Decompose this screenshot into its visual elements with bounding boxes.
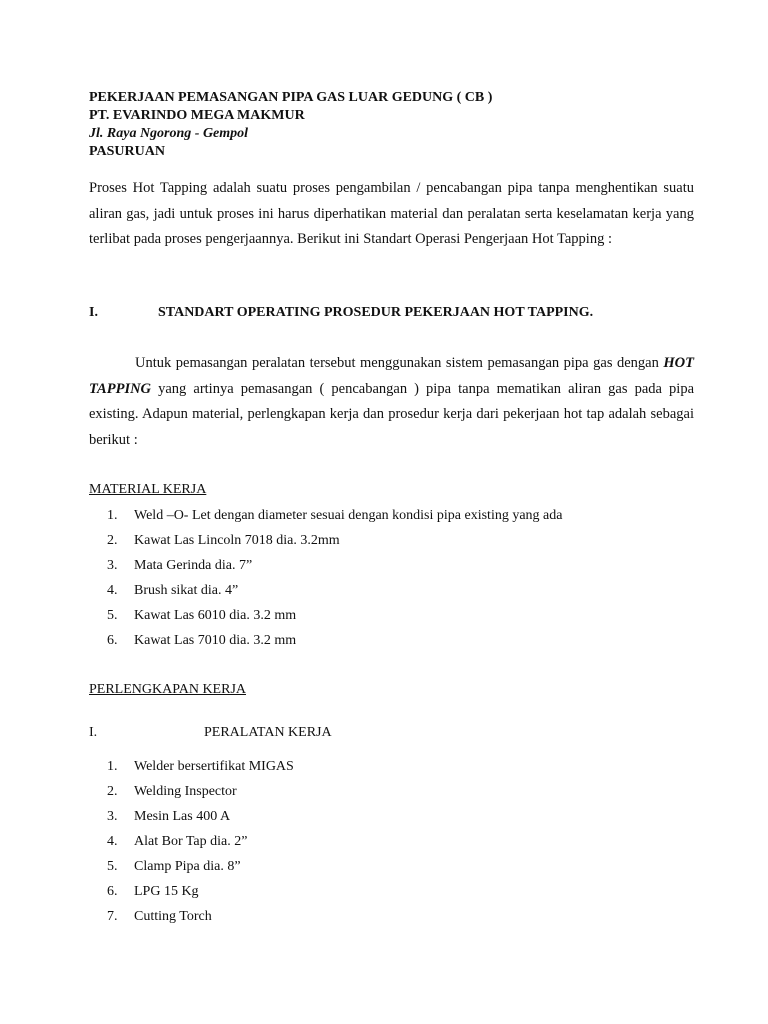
hot-tapping-emphasis: HOT TAPPING	[89, 355, 695, 397]
section-number: I.	[89, 305, 98, 320]
list-number: 3.	[107, 809, 118, 824]
list-text: Kawat Las Lincoln 7018 dia. 3.2mm	[134, 533, 340, 548]
list-text: Brush sikat dia. 4”	[134, 583, 239, 598]
intro-paragraph: Proses Hot Tapping adalah suatu proses pengambilan / pencabangan pipa tanpa menghentikan suatu aliran gas, jadi untuk proses ini harus diperhatikan material dan peralatan serta keselamatan kerja yang terlibat pada proses pengerjaannya. Berikut ini Standart Operasi Pengerjaan Hot Tapping :	[89, 180, 694, 247]
list-number: 5.	[107, 608, 118, 623]
list-number: 3.	[107, 558, 118, 573]
material-heading: MATERIAL KERJA	[89, 482, 207, 497]
company-name: PT. EVARINDO MEGA MAKMUR	[89, 108, 305, 123]
peralatan-list	[107, 758, 294, 933]
subsection-title: PERALATAN KERJA	[204, 725, 332, 740]
list-number: 6.	[107, 884, 118, 899]
list-item	[107, 557, 562, 582]
sop-paragraph-end: yang artinya pemasangan ( pencabangan ) pipa tanpa mematikan aliran gas pada pipa existing. Adapun material, perlengkapan kerja dan prosedur kerja dari pekerjaan hot tap adalah sebagai berikut :	[89, 380, 695, 448]
list-number: 2.	[107, 533, 118, 548]
material-list	[107, 507, 562, 657]
subsection-number: I.	[89, 725, 98, 740]
sop-paragraph	[89, 351, 694, 453]
list-item	[107, 833, 294, 858]
list-text: Kawat Las 7010 dia. 3.2 mm	[134, 633, 297, 648]
section-title: STANDART OPERATING PROSEDUR PEKERJAAN HOT TAPPING.	[158, 305, 594, 320]
section-heading	[89, 305, 593, 321]
company-city: PASURUAN	[89, 144, 165, 159]
list-number: 7.	[107, 909, 118, 924]
list-number: 1.	[107, 759, 118, 774]
list-text: Mesin Las 400 A	[134, 809, 231, 824]
list-text: Mata Gerinda dia. 7”	[134, 558, 253, 573]
company-address: Jl. Raya Ngorong - Gempol	[89, 126, 249, 141]
list-number: 4.	[107, 834, 118, 849]
list-text: Clamp Pipa dia. 8”	[134, 859, 241, 874]
list-text: Weld –O- Let dengan diameter sesuai dengan kondisi pipa existing yang ada	[134, 508, 563, 523]
list-number: 1.	[107, 508, 118, 523]
peralatan-heading	[89, 725, 332, 741]
list-text: Welder bersertifikat MIGAS	[134, 759, 294, 774]
list-item	[107, 532, 562, 557]
perlengkapan-heading: PERLENGKAPAN KERJA	[89, 682, 247, 697]
list-item	[107, 607, 562, 632]
list-text: LPG 15 Kg	[134, 884, 199, 899]
list-item	[107, 783, 294, 808]
document-header	[89, 89, 492, 161]
list-item	[107, 632, 562, 657]
list-item	[107, 858, 294, 883]
list-text: Alat Bor Tap dia. 2”	[134, 834, 248, 849]
list-item	[107, 808, 294, 833]
list-number: 6.	[107, 633, 118, 648]
list-number: 4.	[107, 583, 118, 598]
list-item	[107, 883, 294, 908]
list-item	[107, 507, 562, 532]
list-number: 2.	[107, 784, 118, 799]
list-item	[107, 908, 294, 933]
list-item	[107, 582, 562, 607]
list-text: Welding Inspector	[134, 784, 237, 799]
list-number: 5.	[107, 859, 118, 874]
list-text: Cutting Torch	[134, 909, 212, 924]
sop-paragraph-start: Untuk pemasangan peralatan tersebut menggunakan sistem pemasangan pipa gas dengan	[135, 355, 659, 371]
list-text: Kawat Las 6010 dia. 3.2 mm	[134, 608, 297, 623]
project-title: PEKERJAAN PEMASANGAN PIPA GAS LUAR GEDUNG ( CB )	[89, 90, 493, 105]
list-item	[107, 758, 294, 783]
